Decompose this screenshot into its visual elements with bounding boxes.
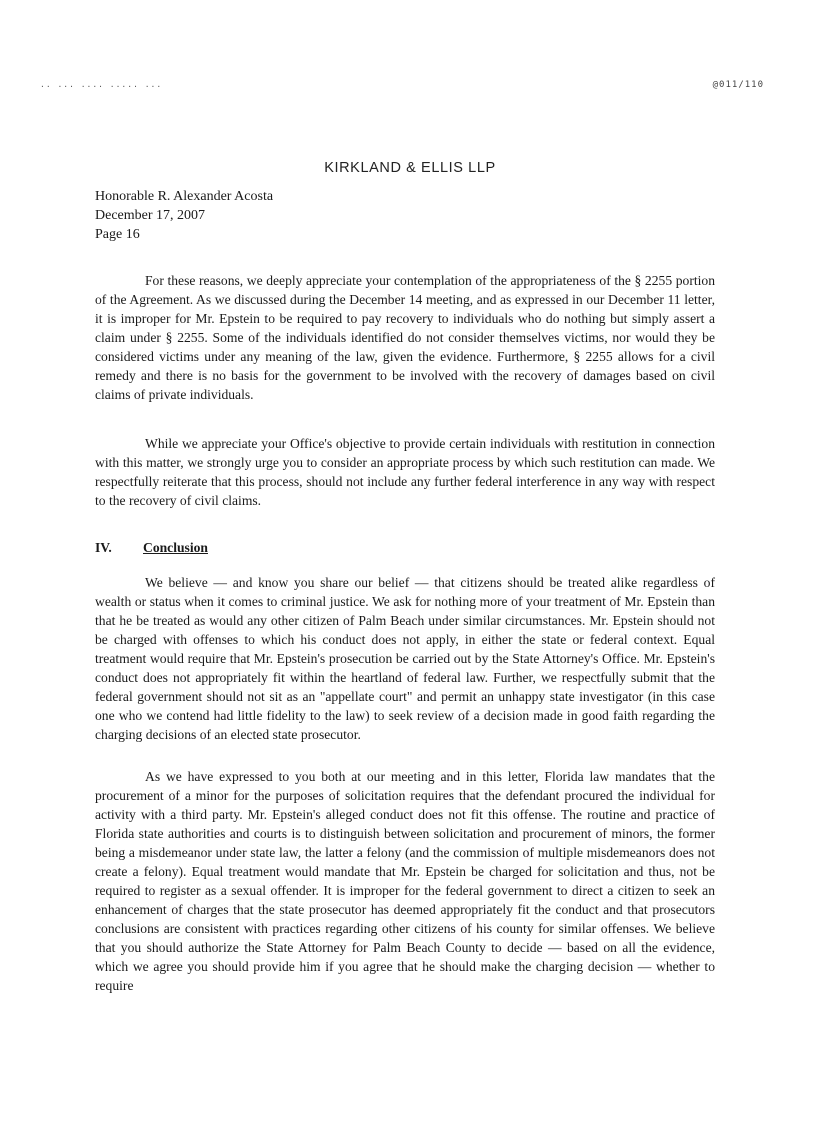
paragraph-4 [95,767,715,995]
fax-header-right: @011/110 [712,80,764,90]
paragraph-2 [95,434,715,510]
paragraph-text: As we have expressed to you both at our meeting and in this letter, Florida law mandates that the procurement of a minor for the purposes of solicitation requires that the defendant procured the individual for activity with a third party. Mr. Epstein's alleged conduct does not fit this offense. The routine and practice of Florida state authorities and courts is to distinguish between solicitation and procurement of minors, the former being a misdemeanor under state law, the latter a felony (and the commission of multiple misdemeanors does not create a felony). Equal treatment would mandate that Mr. Epstein be charged for solicitation and thus, not be required to register as a sexual offender. It is improper for the federal government to direct a citizen to seek an enhancement of charges that the state prosecutor has deemed appropriately fit the conduct and that prosecutors conclusions are consistent with practices regarding other citizens of his county for similar offenses. We believe that you should authorize the State Attorney for Palm Beach County to decide — based on all the evidence, which we agree you should provide him if you agree that he should make the charging decision — whether to require [95,769,715,993]
paragraph-text: We believe — and know you share our belief — that citizens should be treated alike regardless of wealth or status when it comes to criminal justice. We ask for nothing more of your treatment of Mr. Epstein than that he be treated as would any other citizen of Palm Beach under similar circumstances. Mr. Epstein should not be charged with offenses to which his conduct does not apply, in either the state or federal context. Equal treatment would require that Mr. Epstein's prosecution be carried out by the State Attorney's Office. Mr. Epstein's conduct does not appropriately fit within the heartland of federal law. Further, we respectfully submit that the federal government should not sit as an "appellate court" and permit an unhappy state investigator (in this case one who we contend had little fidelity to the law) to seek review of a decision made in good faith regarding the charging decisions of an elected state prosecutor. [95,575,715,742]
letterhead: KIRKLAND & ELLIS LLP [324,160,496,176]
paragraph-1 [95,271,715,404]
paragraph-text: While we appreciate your Office's objective to provide certain individuals with restitution in connection with this matter, we strongly urge you to consider an appropriate process by which such restitution can made. We respectfully reiterate that this process, should not include any further federal interference in any way with respect to the recovery of civil claims. [95,436,715,508]
paragraph-3 [95,573,715,744]
recipient: Honorable R. Alexander Acosta [95,189,274,204]
section-number: IV. [95,540,112,555]
section-title: Conclusion [143,540,208,555]
paragraph-text: For these reasons, we deeply appreciate your contemplation of the appropriateness of the § 2255 portion of the Agreement. As we discussed during the December 14 meeting, and as expressed in our December 11 letter, it is improper for Mr. Epstein to be required to pay recovery to individuals who do nothing but simply assert a claim under § 2255. Some of the individuals identified do not consider themselves victims, nor would they be considered victims under any meaning of the law, given the evidence. Furthermore, § 2255 allows for a civil remedy and there is no basis for the government to be involved with the recovery of damages based on civil claims of private individuals. [95,273,715,402]
address-block [95,187,273,244]
fax-header-left: ·· ··· ···· ····· ··· [40,82,163,91]
page-number: Page 16 [95,227,140,242]
section-heading [95,540,208,556]
letter-date: December 17, 2007 [95,208,206,223]
